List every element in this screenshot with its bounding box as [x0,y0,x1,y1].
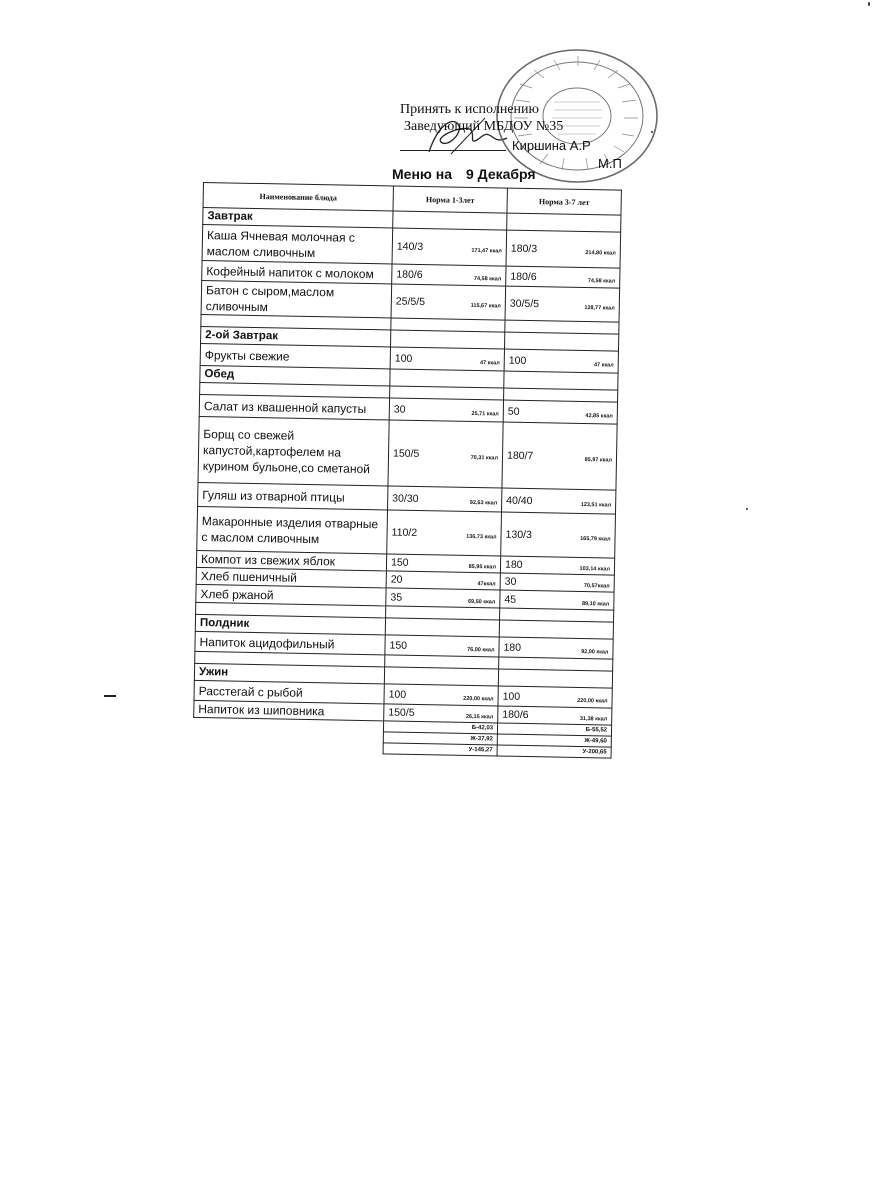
norm-1-3-cell: 35 69,50 ккал [386,588,500,608]
norm-1-3-cell: 100 47 ккал [390,347,504,371]
norm-1-3-cell: 30 25,71 ккал [389,398,503,422]
margin-mark [104,695,116,697]
norm-1-3-cell: 110/2 136,73 ккал [387,510,502,556]
protein-1-3: Б-42,03 [383,721,497,734]
dish-name: Борщ со свежей капустой,картофелем на курином бульоне,со сметаной [198,416,389,485]
menu-date: 9 Декабря [466,166,536,182]
approval-line: Принять к исполнению [400,102,539,117]
signature-line [400,150,506,151]
dish-name: Хлеб пшеничный [196,567,386,587]
norm-1-3-cell: 150 76,00 ккал [385,635,499,657]
menu-table [193,182,622,759]
fat-3-7: Ж-49,60 [497,734,611,747]
section-breakfast: Завтрак [203,208,393,228]
dish-name: Гуляш из отварной птицы [198,482,388,509]
norm-3-7-cell: 130/3 165,79 ккал [501,512,616,558]
table-row [197,506,616,558]
section-snack: Полдник [195,614,385,634]
dish-name: Хлеб ржаной [196,584,386,605]
scan-speck [868,2,870,6]
header-dish: Наименование блюда [203,183,393,211]
norm-3-7-cell: 40/40 123,51 ккал [502,488,616,514]
norm-1-3-cell: 30/30 92,63 ккал [388,486,502,512]
norm-3-7-cell: 30 70,57ккал [500,573,614,592]
section-second-breakfast: 2-ой Завтрак [201,326,391,346]
norm-1-3-cell: 150/5 26,15 ккал [384,704,498,723]
scan-speck [651,131,653,133]
dish-name: Салат из квашенной капусты [199,394,389,419]
norm-3-7-cell: 30/5/5 128,77 ккал [505,286,620,322]
norm-3-7-cell: 180/3 214,80 ккал [506,230,621,268]
norm-3-7-cell: 45 89,10 ккал [500,590,614,610]
norm-3-7-cell: 100 220,00 ккал [498,686,612,708]
dish-name: Кофейный напиток с молоком [202,260,392,283]
menu-title [392,166,536,182]
header-norm-1-3: Норма 1-3лет [393,186,507,213]
norm-3-7-cell: 180/6 31,38 ккал [498,706,612,725]
norm-3-7-cell: 100 47 ккал [504,349,618,373]
norm-1-3-cell: 100 220,00 ккал [384,684,498,706]
dish-name: Фрукты свежие [200,343,390,368]
norm-3-7-cell: 50 42,85 ккал [503,400,617,424]
carbs-3-7: У-200,65 [497,745,611,758]
fat-1-3: Ж-37,92 [383,732,497,745]
section-dinner: Ужин [194,663,384,683]
norm-1-3-cell: 25/5/5 115,67 ккал [391,284,506,320]
dish-name: Напиток ацидофильный [195,631,385,654]
director-title: Заведующий МБДОУ №35 [404,119,564,134]
dish-name: Каша Ячневая молочная с маслом сливочным [202,225,393,264]
carbs-1-3: У-145,27 [383,743,497,756]
menu-title-label: Меню на [392,166,452,182]
table-row [198,416,617,490]
section-lunch: Обед [200,365,390,385]
director-name: Киршина А.Р [512,138,591,153]
norm-1-3-cell: 20 47ккал [386,571,500,590]
scan-speck [746,508,748,510]
dish-name: Расстегай с рыбой [194,680,384,703]
norm-3-7-cell: 180/7 85,97 ккал [502,422,617,490]
norm-1-3-cell: 150/5 70,31 ккал [388,420,503,488]
dish-name: Батон с сыром,маслом сливочным [201,280,392,317]
header-norm-3-7: Норма 3-7 лет [507,188,621,215]
dish-name: Компот из свежих яблок [196,550,386,570]
protein-3-7: Б-55,52 [497,723,611,736]
norm-3-7-cell: 180 92,00 ккал [499,637,613,659]
seal-place-label: М.П [598,156,622,171]
norm-3-7-cell: 180/6 74,58 ккал [506,266,620,288]
norm-1-3-cell: 140/3 171,47 ккал [392,228,507,266]
dish-name: Напиток из шиповника [194,700,384,720]
dish-name: Макаронные изделия отварные с маслом сливочным [197,506,388,553]
norm-1-3-cell: 180/6 74,58 ккал [392,264,506,286]
norm-3-7-cell: 180 103,14 ккал [500,556,614,575]
norm-1-3-cell: 150 85,95 ккал [386,554,500,573]
